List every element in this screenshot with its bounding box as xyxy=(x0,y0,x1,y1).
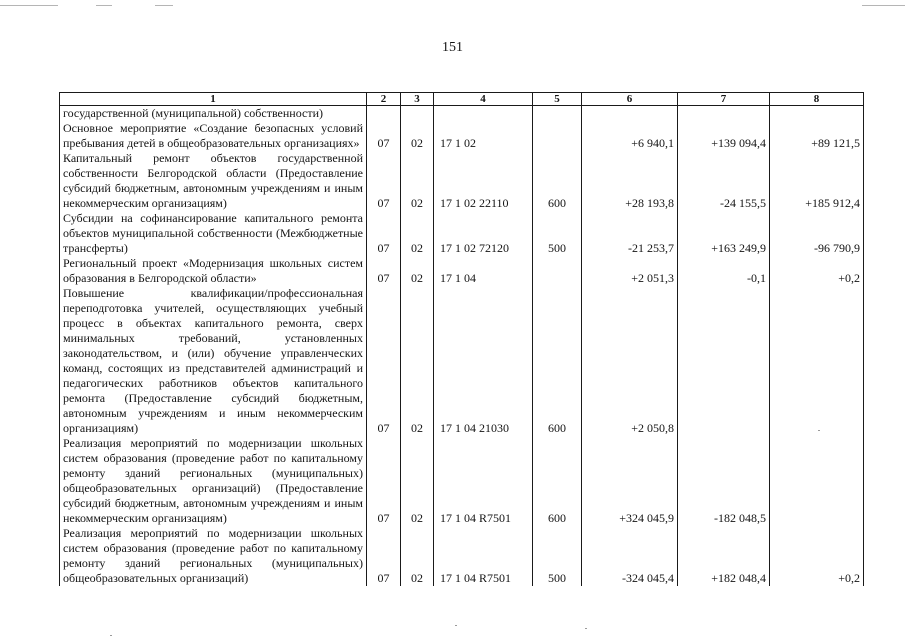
cell-amount-col7: +163 249,9 xyxy=(678,211,770,256)
cell-amount-col8: +0,2 xyxy=(770,526,864,586)
column-header: 4 xyxy=(434,93,533,106)
cell-target-article: 17 1 02 22110 xyxy=(434,151,533,211)
cell-target-article: 17 1 02 xyxy=(434,121,533,151)
scan-edge-line xyxy=(862,5,905,6)
cell-amount-col7 xyxy=(678,286,770,436)
column-header: 1 xyxy=(60,93,367,106)
scan-edge-line xyxy=(0,5,58,6)
cell-section: 07 xyxy=(367,151,401,211)
scan-speck xyxy=(585,628,587,629)
cell-amount-col6: +6 940,1 xyxy=(582,121,678,151)
cell-expense-type: 600 xyxy=(533,286,582,436)
table-row xyxy=(60,436,864,526)
cell-amount-col7: +182 048,4 xyxy=(678,526,770,586)
table-row xyxy=(60,151,864,211)
cell-expense-type: 600 xyxy=(533,151,582,211)
cell-expense-type: 500 xyxy=(533,211,582,256)
cell-expense-type xyxy=(533,121,582,151)
cell-amount-col8: +0,2 xyxy=(770,256,864,286)
table-row xyxy=(60,106,864,122)
row-name: Повышение квалификации/профессиональная переподготовка учителей, осуществляющих учебный процесс в объектах капитального ремонта, сверх минимальных требований, установленных законодательством, и (или) обучение управленческих команд, состоящих из представителей администраций и педагогических работников объектов капитального ремонта (Предоставление субсидий бюджетным, автономным учреждениям и иным некоммерческим организациям) xyxy=(60,286,367,436)
cell-expense-type xyxy=(533,256,582,286)
column-header: 5 xyxy=(533,93,582,106)
cell-expense-type xyxy=(533,106,582,122)
cell-amount-col7: -182 048,5 xyxy=(678,436,770,526)
cell-expense-type: 600 xyxy=(533,436,582,526)
cell-target-article: 17 1 04 xyxy=(434,256,533,286)
row-name: государственной (муниципальной) собственности) xyxy=(60,106,367,122)
cell-amount-col8: +89 121,5 xyxy=(770,121,864,151)
cell-target-article: 17 1 02 72120 xyxy=(434,211,533,256)
cell-amount-col6: +28 193,8 xyxy=(582,151,678,211)
cell-section: 07 xyxy=(367,436,401,526)
table-row xyxy=(60,211,864,256)
row-name: Реализация мероприятий по модернизации школьных систем образования (проведение работ по капитальному ремонту зданий региональных (муниципальных) общеобразовательных организаций) xyxy=(60,526,367,586)
scan-speck xyxy=(818,430,820,431)
cell-target-article xyxy=(434,106,533,122)
cell-amount-col8 xyxy=(770,436,864,526)
cell-amount-col6: -324 045,4 xyxy=(582,526,678,586)
cell-subsection: 02 xyxy=(401,526,434,586)
cell-subsection: 02 xyxy=(401,436,434,526)
scan-edge-line xyxy=(155,5,173,6)
cell-amount-col7 xyxy=(678,106,770,122)
cell-amount-col7: +139 094,4 xyxy=(678,121,770,151)
cell-amount-col7: -0,1 xyxy=(678,256,770,286)
row-name: Субсидии на софинансирование капитального ремонта объектов муниципальной собственности (Межбюджетные трансферты) xyxy=(60,211,367,256)
cell-target-article: 17 1 04 R7501 xyxy=(434,436,533,526)
scan-edge-line xyxy=(96,5,112,6)
table-row xyxy=(60,121,864,151)
cell-amount-col6: +2 050,8 xyxy=(582,286,678,436)
cell-target-article: 17 1 04 R7501 xyxy=(434,526,533,586)
cell-subsection: 02 xyxy=(401,256,434,286)
table-row xyxy=(60,286,864,436)
column-header: 2 xyxy=(367,93,401,106)
column-header: 6 xyxy=(582,93,678,106)
cell-target-article: 17 1 04 21030 xyxy=(434,286,533,436)
scan-speck xyxy=(455,625,457,626)
cell-amount-col6: +2 051,3 xyxy=(582,256,678,286)
cell-subsection: 02 xyxy=(401,211,434,256)
row-name: Реализация мероприятий по модернизации школьных систем образования (проведение работ по капитальному ремонту зданий региональных (муниципальных) общеобразовательных организаций) (Предоставление субсидий бюджетным, автономным учреждениям и иным некоммерческим организациям) xyxy=(60,436,367,526)
cell-section: 07 xyxy=(367,286,401,436)
cell-amount-col7: -24 155,5 xyxy=(678,151,770,211)
scan-speck xyxy=(110,635,112,636)
row-name: Региональный проект «Модернизация школьных систем образования в Белгородской области» xyxy=(60,256,367,286)
cell-section: 07 xyxy=(367,256,401,286)
cell-section: 07 xyxy=(367,211,401,256)
row-name: Капитальный ремонт объектов государственной собственности Белгородской области (Предоставление субсидий бюджетным, автономным учреждениям и иным некоммерческим организациям) xyxy=(60,151,367,211)
cell-section: 07 xyxy=(367,526,401,586)
cell-amount-col8: -96 790,9 xyxy=(770,211,864,256)
cell-subsection: 02 xyxy=(401,286,434,436)
cell-amount-col6 xyxy=(582,106,678,122)
cell-section: 07 xyxy=(367,121,401,151)
cell-amount-col8: +185 912,4 xyxy=(770,151,864,211)
cell-subsection xyxy=(401,106,434,122)
cell-amount-col8 xyxy=(770,286,864,436)
cell-amount-col6: +324 045,9 xyxy=(582,436,678,526)
budget-table xyxy=(59,92,864,586)
cell-expense-type: 500 xyxy=(533,526,582,586)
column-header: 7 xyxy=(678,93,770,106)
column-header: 3 xyxy=(401,93,434,106)
table-row xyxy=(60,256,864,286)
table-row xyxy=(60,526,864,586)
cell-amount-col6: -21 253,7 xyxy=(582,211,678,256)
cell-amount-col8 xyxy=(770,106,864,122)
row-name: Основное мероприятие «Создание безопасных условий пребывания детей в общеобразовательных организациях» xyxy=(60,121,367,151)
cell-subsection: 02 xyxy=(401,121,434,151)
cell-subsection: 02 xyxy=(401,151,434,211)
column-header: 8 xyxy=(770,93,864,106)
cell-section xyxy=(367,106,401,122)
page-number: 151 xyxy=(442,40,463,55)
table-header-row xyxy=(60,93,864,106)
